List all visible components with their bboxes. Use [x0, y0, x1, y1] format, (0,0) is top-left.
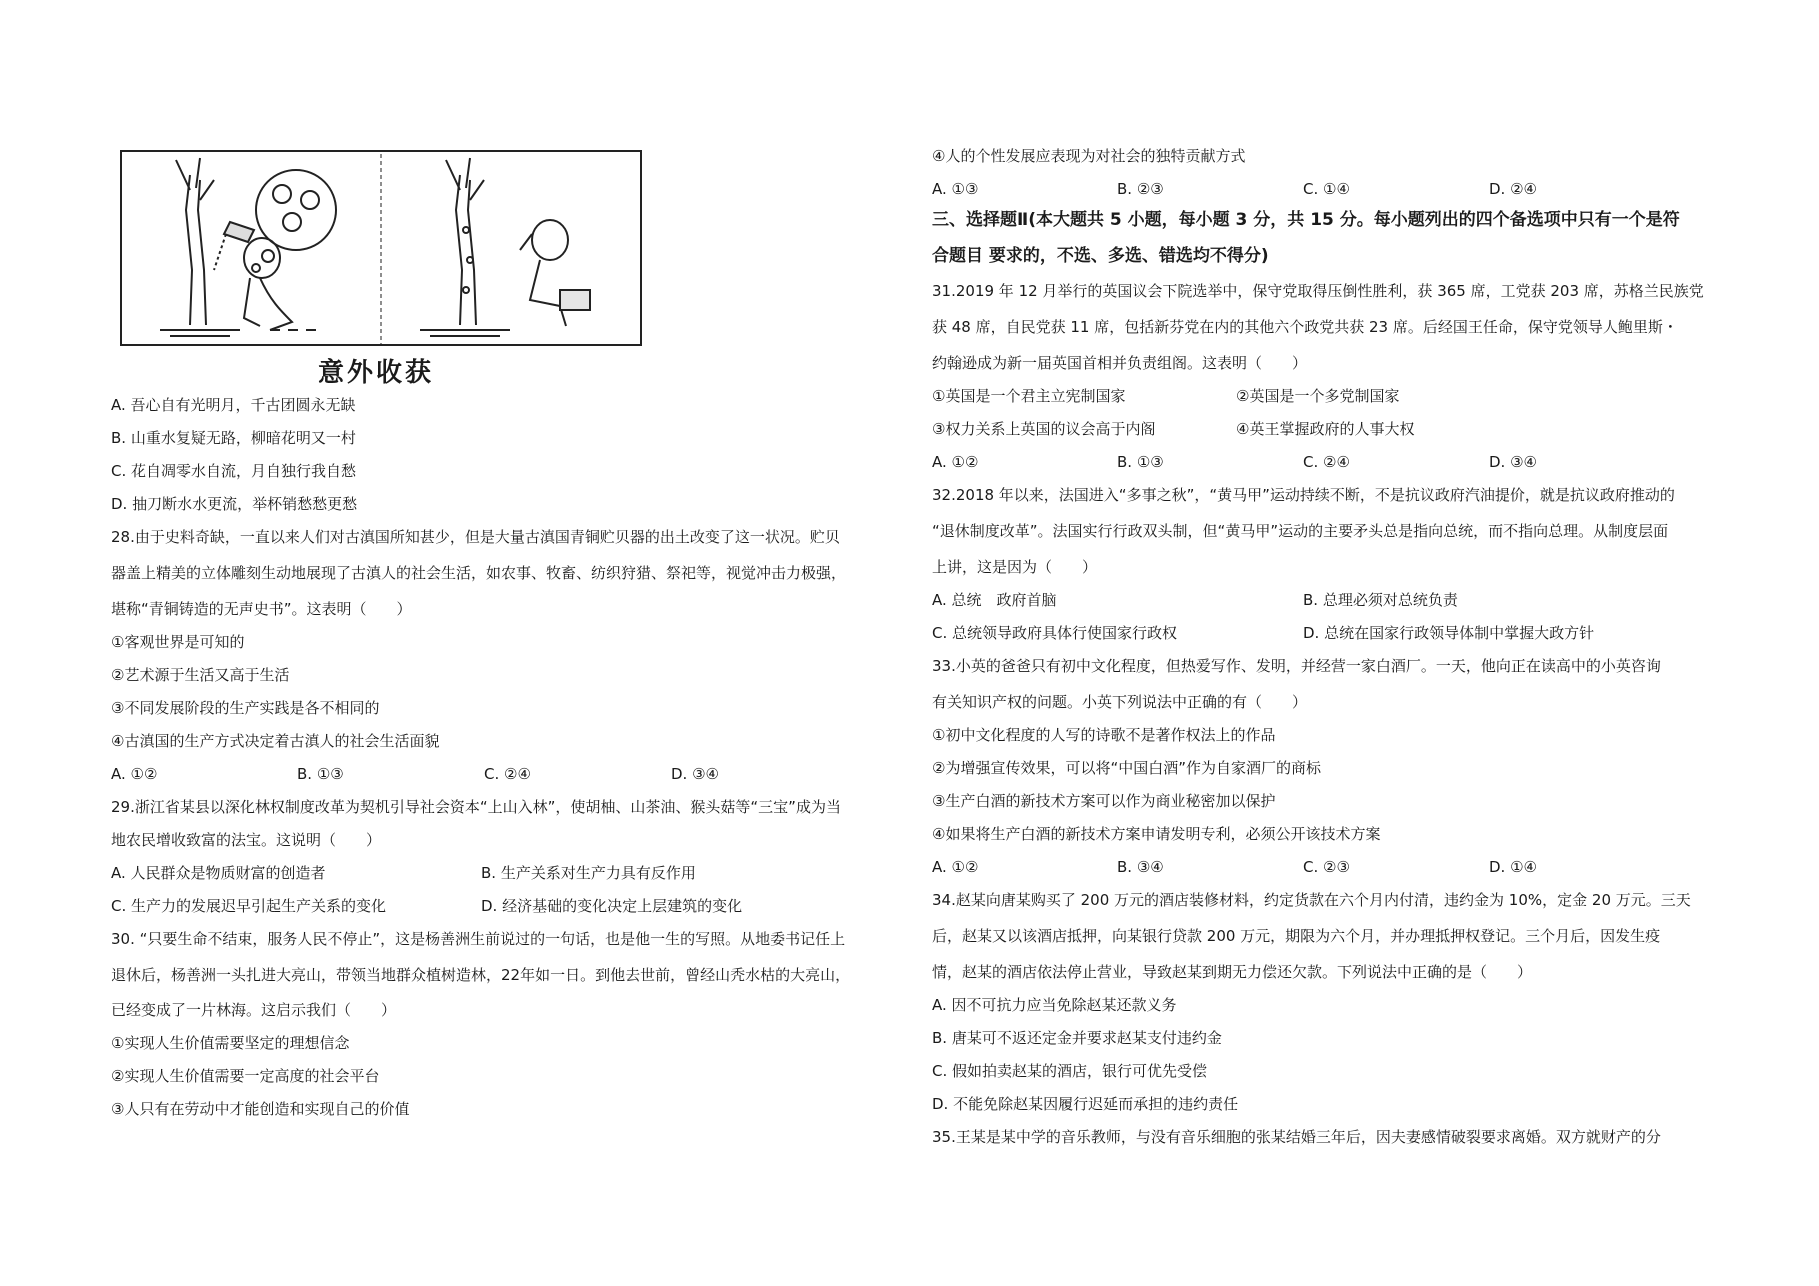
q31-stem-line-2: 获 48 席，自民党获 11 席，包括新芬党在内的其他六个政党共获 23 席。后经国王任命，保守党领导人鲍里斯・	[932, 318, 1678, 336]
q28-stem-line-1: 28.由于史料奇缺，一直以来人们对古滇国所知甚少，但是大量古滇国青铜贮贝器的出土改变了这一状况。贮贝	[111, 528, 840, 546]
q33-option-b: B. ③④	[1117, 858, 1164, 876]
q33-item-2: ②为增强宣传效果，可以将“中国白酒”作为自家酒厂的商标	[932, 759, 1321, 777]
q28-option-d: D. ③④	[671, 765, 719, 783]
q30-option-b: B. ②③	[1117, 180, 1164, 198]
q33-option-d: D. ①④	[1489, 858, 1537, 876]
q30-option-c: C. ①④	[1303, 180, 1350, 198]
q33-stem-line-2: 有关知识产权的问题。小英下列说法中正确的有（ ）	[932, 693, 1308, 711]
q34-option-d: D. 不能免除赵某因履行迟延而承担的违约责任	[932, 1095, 1239, 1113]
cartoon-caption: 意外收获	[318, 358, 435, 388]
q27-option-c: C. 花自凋零水自流，月自独行我自愁	[111, 462, 357, 480]
q31-option-a: A. ①②	[932, 453, 979, 471]
q29-stem-line-2: 地农民增收致富的法宝。这说明（ ）	[111, 831, 382, 849]
q31-item-4: ④英王掌握政府的人事大权	[1236, 420, 1415, 438]
q31-option-d: D. ③④	[1489, 453, 1537, 471]
q33-item-3: ③生产白酒的新技术方案可以作为商业秘密加以保护	[932, 792, 1276, 810]
q33-stem-line-1: 33.小英的爸爸只有初中文化程度，但热爱写作、发明，并经营一家白酒厂。一天，他向正在读高中的小英咨询	[932, 657, 1661, 675]
q30-item-4: ④人的个性发展应表现为对社会的独特贡献方式	[932, 147, 1246, 165]
q34-stem-line-2: 后，赵某又以该酒店抵押，向某银行贷款 200 万元，期限为六个月，并办理抵押权登记。三个月后，因发生疫	[932, 927, 1661, 945]
cartoon-illustration	[120, 150, 642, 346]
q30-item-3: ③人只有在劳动中才能创造和实现自己的价值	[111, 1100, 410, 1118]
q28-item-4: ④古滇国的生产方式决定着古滇人的社会生活面貌	[111, 732, 440, 750]
q30-option-d: D. ②④	[1489, 180, 1537, 198]
q28-item-1: ①客观世界是可知的	[111, 633, 245, 651]
q28-option-b: B. ①③	[297, 765, 344, 783]
q31-stem-line-1: 31.2019 年 12 月举行的英国议会下院选举中，保守党取得压倒性胜利，获 365 席，工党获 203 席，苏格兰民族党	[932, 282, 1704, 300]
q34-option-c: C. 假如拍卖赵某的酒店，银行可优先受偿	[932, 1062, 1208, 1080]
q27-option-a: A. 吾心自有光明月，千古团圆永无缺	[111, 396, 356, 414]
q32-stem-line-2: “退休制度改革”。法国实行行政双头制，但“黄马甲”运动的主要矛头总是指向总统，而不指向总理。从制度层面	[932, 522, 1669, 540]
q30-option-a: A. ①③	[932, 180, 979, 198]
q32-option-a: A. 总统 政府首脑	[932, 591, 1057, 609]
q32-stem-line-1: 32.2018 年以来，法国进入“多事之秋”，“黄马甲”运动持续不断，不是抗议政府汽油提价，就是抗议政府推动的	[932, 486, 1675, 504]
q33-item-4: ④如果将生产白酒的新技术方案申请发明专利，必须公开该技术方案	[932, 825, 1381, 843]
q29-option-a: A. 人民群众是物质财富的创造者	[111, 864, 326, 882]
q34-stem-line-3: 情，赵某的酒店依法停止营业，导致赵某到期无力偿还欠款。下列说法中正确的是（ ）	[932, 963, 1533, 981]
q27-option-b: B. 山重水复疑无路，柳暗花明又一村	[111, 429, 356, 447]
q28-item-2: ②艺术源于生活又高于生活	[111, 666, 290, 684]
q28-option-a: A. ①②	[111, 765, 158, 783]
q31-item-1: ①英国是一个君主立宪制国家	[932, 387, 1126, 405]
q29-option-d: D. 经济基础的变化决定上层建筑的变化	[481, 897, 743, 915]
q28-option-c: C. ②④	[484, 765, 531, 783]
q35-stem-line-1: 35.王某是某中学的音乐教师，与没有音乐细胞的张某结婚三年后，因夫妻感情破裂要求离婚。双方就财产的分	[932, 1128, 1661, 1146]
q33-option-a: A. ①②	[932, 858, 979, 876]
q28-stem-line-3: 堪称“青铜铸造的无声史书”。这表明（ ）	[111, 600, 412, 618]
q31-item-2: ②英国是一个多党制国家	[1236, 387, 1400, 405]
q30-item-1: ①实现人生价值需要坚定的理想信念	[111, 1034, 350, 1052]
q31-stem-line-3: 约翰逊成为新一届英国首相并负责组阁。这表明（ ）	[932, 354, 1308, 372]
q31-option-b: B. ①③	[1117, 453, 1164, 471]
q27-option-d: D. 抽刀断水水更流，举杯销愁愁更愁	[111, 495, 358, 513]
q30-stem-line-2: 退休后，杨善洲一头扎进大亮山，带领当地群众植树造林，22年如一日。到他去世前，曾经山秃水枯的大亮山，	[111, 966, 851, 984]
q31-option-c: C. ②④	[1303, 453, 1350, 471]
q32-option-d: D. 总统在国家行政领导体制中掌握大政方针	[1303, 624, 1595, 642]
q34-stem-line-1: 34.赵某向唐某购买了 200 万元的酒店装修材料，约定货款在六个月内付清，违约金为 10%，定金 20 万元。三天	[932, 891, 1691, 909]
q32-option-c: C. 总统领导政府具体行使国家行政权	[932, 624, 1178, 642]
q29-option-b: B. 生产关系对生产力具有反作用	[481, 864, 696, 882]
q34-option-a: A. 因不可抗力应当免除赵某还款义务	[932, 996, 1177, 1014]
section-3-heading-line-1: 三、选择题Ⅱ(本大题共 5 小题，每小题 3 分，共 15 分。每小题列出的四个备选项中只有一个是符	[932, 210, 1680, 230]
q28-stem-line-2: 器盖上精美的立体雕刻生动地展现了古滇人的社会生活，如农事、牧畜、纺织狩猎、祭祀等，视觉冲击力极强，	[111, 564, 847, 582]
q34-option-b: B. 唐某可不返还定金并要求赵某支付违约金	[932, 1029, 1222, 1047]
q33-item-1: ①初中文化程度的人写的诗歌不是著作权法上的作品	[932, 726, 1276, 744]
q33-option-c: C. ②③	[1303, 858, 1350, 876]
q31-item-3: ③权力关系上英国的议会高于内阁	[932, 420, 1156, 438]
q32-stem-line-3: 上讲，这是因为（ ）	[932, 558, 1098, 576]
q28-item-3: ③不同发展阶段的生产实践是各不相同的	[111, 699, 380, 717]
q30-stem-line-1: 30. “只要生命不结束，服务人民不停止”，这是杨善洲生前说过的一句话，也是他一生的写照。从地委书记任上	[111, 930, 846, 948]
q29-option-c: C. 生产力的发展迟早引起生产关系的变化	[111, 897, 387, 915]
q32-option-b: B. 总理必须对总统负责	[1303, 591, 1458, 609]
q29-stem-line-1: 29.浙江省某县以深化林权制度改革为契机引导社会资本“上山入林”，使胡柚、山茶油、猴头菇等“三宝”成为当	[111, 798, 841, 816]
q30-item-2: ②实现人生价值需要一定高度的社会平台	[111, 1067, 380, 1085]
section-3-heading-line-2: 合题目 要求的，不选、多选、错选均不得分)	[932, 246, 1269, 266]
q30-stem-line-3: 已经变成了一片林海。这启示我们（ ）	[111, 1001, 397, 1019]
